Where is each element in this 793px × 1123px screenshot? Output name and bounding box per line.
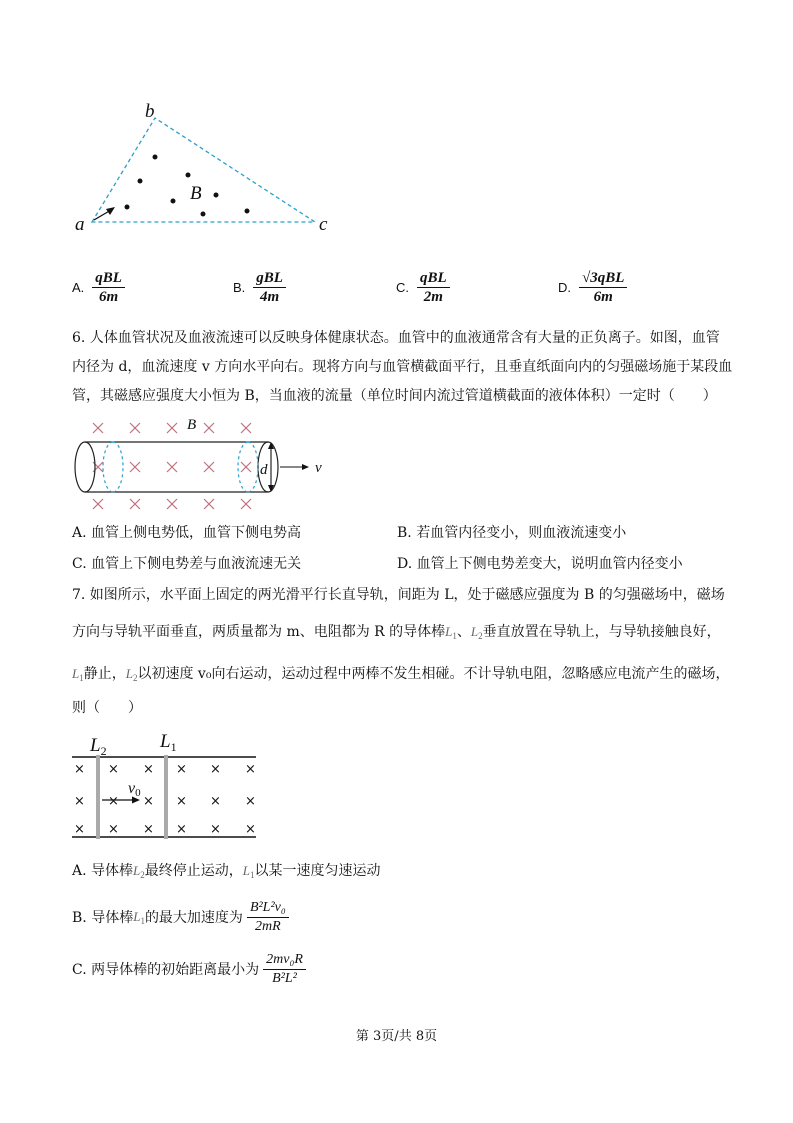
field-dots (125, 155, 250, 217)
q6-stem-line2: 内径为 d，血流速度 v 方向水平向右。现将方向与血管横截面平行，且垂直纸面向内的匀强磁场施于某段血 (72, 359, 733, 375)
symbol-L1: $L_1$ (72, 666, 84, 683)
symbol-L2: $L_2$ (133, 863, 145, 880)
q7-stem-line1: 7. 如图所示，水平面上固定的两光滑平行长直导轨，间距为 L，处于磁感应强度为 B 的匀强磁场中，磁场 (72, 587, 725, 603)
symbol-L2: $L_2$ (470, 624, 483, 641)
symbol-L1: $L_1$ (445, 624, 457, 641)
svg-text:×: × (176, 822, 187, 837)
vessel-figure (68, 412, 338, 517)
label-v0: v0 (128, 780, 141, 799)
svg-text:×: × (74, 794, 85, 809)
svg-text:×: × (108, 794, 119, 809)
q7-stem-line3: $L_1$静止，$L_2$以初速度 v₀向右运动，运动过程中两棒不发生相碰。不计导轨电阻，忽略感应电流产生的磁场， (72, 666, 730, 683)
q5-option-c[interactable]: C. $\frac{\text{qBL}}{2m}$ (396, 270, 450, 305)
svg-text:×: × (74, 762, 85, 777)
q7-option-c[interactable]: C. 两导体棒的初始距离最小为 $\frac{\text{2mv₀R}}{\text{B²L²}}$ (72, 952, 306, 987)
q6-stem-line1: 6. 人体血管状况及血液流速可以反映身体健康状态。血管中的血液通常含有大量的正负离子。如图，血管 (72, 330, 720, 346)
q7-option-b[interactable]: B. 导体棒 $L_1$ 的最大加速度为 $\frac{\text{B²L²v₀}}{2mR}$ (72, 900, 289, 935)
q6-stem-line3: 管，其磁感应强度大小恒为 B，当血液的流量（单位时间内流过管道横截面的液体体积）一定时（ ） (72, 388, 717, 404)
svg-text:×: × (210, 822, 221, 837)
svg-text:×: × (245, 822, 256, 837)
symbol-L1: $L_1$ (133, 909, 145, 926)
label-L1: $L_1$ (160, 731, 177, 754)
svg-text:×: × (74, 822, 85, 837)
label-v: v (315, 460, 322, 476)
q7-stem-line4: 则（ ） (72, 700, 142, 716)
svg-text:×: × (245, 762, 256, 777)
label-c: c (319, 214, 328, 235)
q5-option-d[interactable]: D. $\frac{\text{√3qBL}}{6m}$ (558, 270, 627, 305)
svg-text:×: × (176, 762, 187, 777)
label-field-B: B (190, 183, 202, 204)
triangle-figure (70, 95, 340, 240)
q7-option-a[interactable]: A. 导体棒$L_2$最终停止运动，$L_1$以某一速度匀速运动 (72, 863, 381, 880)
svg-text:×: × (108, 822, 119, 837)
q6-option-c[interactable]: C. 血管上下侧电势差与血液流速无关 (72, 556, 302, 572)
q6-option-a[interactable]: A. 血管上侧电势低，血管下侧电势高 (72, 525, 302, 541)
label-B: B (187, 417, 197, 433)
svg-text:×: × (210, 794, 221, 809)
svg-text:×: × (143, 822, 154, 837)
svg-text:×: × (143, 762, 154, 777)
q6-option-d[interactable]: D. 血管上下侧电势差变大，说明血管内径变小 (397, 556, 683, 572)
q5-option-b[interactable]: B. $\frac{\text{gBL}}{4m}$ (233, 270, 286, 305)
label-a: a (75, 214, 85, 235)
svg-text:×: × (245, 794, 256, 809)
q6-option-b[interactable]: B. 若血管内径变小，则血液流速变小 (397, 525, 627, 541)
label-d: d (260, 462, 268, 478)
symbol-L2: $L_2$ (125, 666, 138, 683)
svg-text:×: × (210, 762, 221, 777)
label-L2: $L_2$ (90, 735, 107, 758)
svg-text:×: × (176, 794, 187, 809)
svg-text:×: × (143, 794, 154, 809)
rails-figure (68, 727, 268, 842)
formula-min-distance: $\frac{\text{2mv₀R}}{\text{B²L²}}$ (263, 952, 306, 987)
symbol-L1: $L_1$ (242, 863, 255, 880)
label-b: b (145, 101, 155, 122)
formula-max-acceleration: $\frac{\text{B²L²v₀}}{2mR}$ (247, 900, 289, 935)
page-footer: 第 3页/共 8页 (355, 1029, 438, 1044)
q7-stem-line2: 方向与导轨平面垂直，两质量都为 m、电阻都为 R 的导体棒$L_1$、$L_2$垂直放置在导轨上，与导轨接触良好， (72, 624, 721, 641)
q5-option-a[interactable]: A. $\frac{\text{qBL}}{6m}$ (72, 270, 125, 305)
svg-text:×: × (108, 762, 119, 777)
field-crosses (93, 423, 251, 509)
